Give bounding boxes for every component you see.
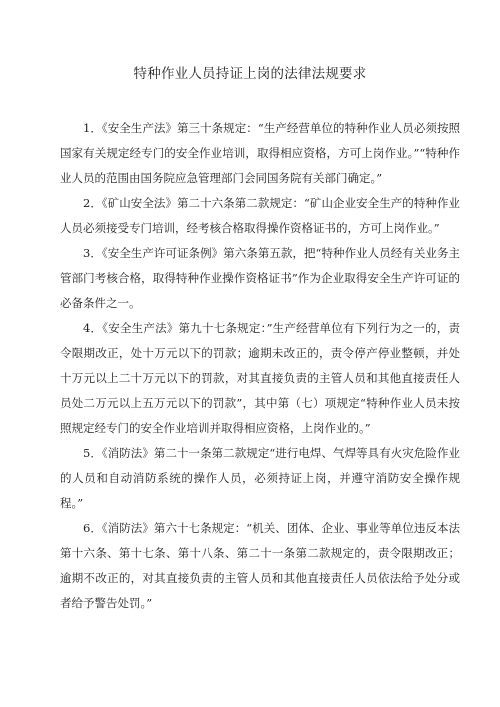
paragraph-6: 6．《消防法》第六十七条规定：“机关、团体、企业、事业等单位违反本法第十六条、第十七条、第十八条、第二十一条第二款规定的，责令限期改正；逾期不改正的，对其直接负责的主管人员和其他直接责任人员依法给予处分或者给予警告处罚。”	[60, 521, 460, 610]
paragraph-5: 5．《消防法》第二十一条第二款规定“进行电焊、气焊等具有火灾危险作业的人员和自动消防系统的操作人员，必须持证上岗，并遵守消防安全操作规程。”	[60, 446, 460, 510]
paragraph-4: 4．《安全生产法》第九十七条规定：”生产经营单位有下列行为之一的，责令限期改正，处十万元以下的罚款；逾期未改正的，责令停产停业整顿，并处十万元以上二十万元以下的罚款，对其直接负责的主管人员和其他直接责任人员处二万元以上五万元以下的罚款”，其中第（七）项规定“特种作业人员未按照规定经专门的安全作业培训并取得相应资格，上岗作业的。”	[60, 321, 460, 435]
paragraph-2: 2．《矿山安全法》第二十六条第二款规定：“矿山企业安全生产的特种作业人员必须接受专门培训，经考核合格取得操作资格证书的，方可上岗作业。”	[60, 196, 460, 235]
document-title: 特种作业人员持证上岗的法律法规要求	[133, 66, 367, 82]
paragraph-3: 3．《安全生产许可证条例》第六条第五款，把“特种作业人员经有关业务主管部门考核合格，取得特种作业操作资格证书”作为企业取得安全生产许可证的必备条件之一。	[60, 246, 460, 310]
document-body	[60, 116, 460, 616]
paragraph-1: 1．《安全生产法》第三十条规定：“生产经营单位的特种作业人员必须按照国家有关规定经专门的安全作业培训，取得相应资格，方可上岗作业。”“特种作业人员的范围由国务院应急管理部门会同国务院有关部门确定。”	[60, 121, 460, 185]
